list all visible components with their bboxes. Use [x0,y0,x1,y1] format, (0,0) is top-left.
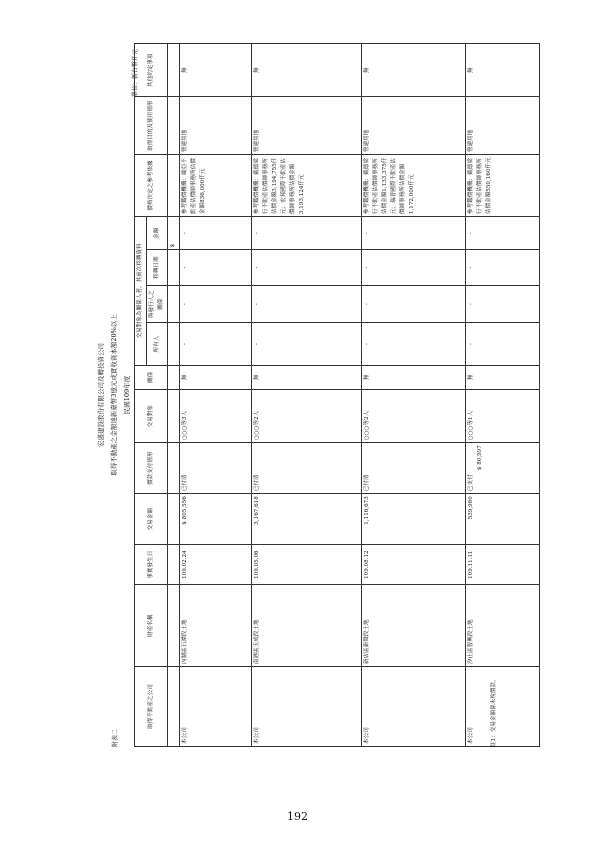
cell-payment [466,443,540,494]
property-table [134,43,540,747]
cell-pricing-basis: 參考鑑價機構：戴德梁行不動產估價師事務所估價金額550,160仟元 [466,154,540,216]
col-amount: 交易金額 [135,494,168,545]
col-owner-relation: 與發行人之關係 [147,285,168,323]
col-other: 其他約定事項 [135,44,168,97]
payment-amount-prefix: $ [477,466,483,471]
cell-owner: - [466,323,540,365]
payment-amount: 80,997 [477,445,483,465]
cell-prior-amount: - [466,217,540,250]
cell-date: 109.08.12 [362,545,466,585]
col-pricing-basis: 價格決定之參考依據 [135,154,168,216]
cell-property: 汐止區智興段土地 [466,585,540,667]
col-counterparty: 交易對象 [135,390,168,443]
col-date: 事實發生日 [135,545,168,585]
col-payment: 價款支付情形 [135,443,168,494]
unit-label: 單位：新台幣仟元 [132,49,139,98]
cell-date: 109.05.06 [252,545,362,585]
cell-transfer-date: - [180,250,252,285]
cell-pricing-basis: 參考鑑價機構：戴德梁行不動產估價師事務所估價金額1,133,375仟元；瑞普國際不動產估價師事務所估價金額1,172,000仟元 [362,154,466,216]
cell-date: 109.02.24 [180,545,252,585]
prefix-row [168,44,180,747]
cell-owner: - [252,323,362,365]
cell-prior-amount: - [180,217,252,250]
prior-amount-prefix: $ [168,217,180,250]
table-row [252,44,362,747]
cell-company: 本公司 [252,667,362,747]
cell-counterparty: ○○○等2人 [252,390,362,443]
cell-amount [180,494,252,545]
header-row [135,44,147,747]
cell-counterparty: ○○○等1人 [466,390,540,443]
cell-other: 無 [180,44,252,97]
cell-property: 南港區玉成段土地 [252,585,362,667]
cell-company: 本公司 [466,667,540,747]
cell-company: 本公司 [180,667,252,747]
report-year: 民國109年度 [123,375,131,415]
cell-purpose: 營建用地 [180,97,252,155]
cell-other: 無 [362,44,466,97]
table-row [362,44,466,747]
cell-amount: 3,167,618 [252,494,362,545]
amount-value: 805,556 [182,496,188,520]
cell-amount: 1,116,673 [362,494,466,545]
col-purpose: 取得目的及使用情形 [135,97,168,155]
cell-owner-relation: - [252,285,362,323]
cell-pricing-basis: 參考鑑價機構：戴德梁行不動產估價師事務所估價金額3,194,755仟元；宏邦國際不動產估價師事務所估價金額3,193,124仟元 [252,154,362,216]
cell-relation: 無 [252,365,362,389]
cell-transfer-date: - [252,250,362,285]
cell-prior-amount: - [252,217,362,250]
cell-payment: 已付清 [362,443,466,494]
cell-owner: - [180,323,252,365]
cell-payment: 已付清 [252,443,362,494]
footnote: 註1：交易金額係未稅價款。 [491,676,497,747]
cell-date: 109.11.11 [466,545,540,585]
cell-purpose: 營建用地 [466,97,540,155]
cell-transfer-date: - [362,250,466,285]
cell-owner-relation: - [362,285,466,323]
cell-amount: 539,980 [466,494,540,545]
cell-relation: 無 [362,365,466,389]
report-header [94,43,133,747]
cell-pricing-basis: 參考鑑價機構：歐亞不動產估價師事務所估價金額836,000仟元 [180,154,252,216]
rotated-report [94,43,502,747]
col-owner: 所有人 [147,323,168,365]
cell-owner: - [362,323,466,365]
cell-relation: 無 [180,365,252,389]
table-row [180,44,252,747]
col-property: 財產名稱 [135,585,168,667]
cell-counterparty: ○○○等3人 [180,390,252,443]
cell-purpose: 營建用地 [252,97,362,155]
page-number: 192 [287,810,308,823]
cell-prior-amount: - [362,217,466,250]
cell-property: 新店區新聲段土地 [362,585,466,667]
cell-other: 無 [252,44,362,97]
col-relation: 關係 [135,365,168,389]
col-transfer-date: 移轉日期 [147,250,168,285]
payment-status: 已支付 [468,474,474,492]
cell-property: 內湖區石潭段土地 [180,585,252,667]
col-company: 取得不動產之公司 [135,667,168,747]
col-prior-amount: 金額 [147,217,168,250]
cell-owner-relation: - [180,285,252,323]
cell-transfer-date: - [466,250,540,285]
cell-company: 本公司 [362,667,466,747]
amount-prefix: $ [182,521,188,525]
table-row [466,44,540,747]
company-title: 宏盛建設股份有限公司及轉投資公司 [97,343,105,447]
report-title: 取得不動產之金額達新臺幣3億元或實收資本額20%以上 [110,314,118,476]
cell-other: 無 [466,44,540,97]
cell-counterparty: ○○○等2人 [362,390,466,443]
col-prior-group: 交易對象為關係人者，其前次移轉資料 [135,217,147,366]
cell-payment: 已付清 [180,443,252,494]
cell-owner-relation: - [466,285,540,323]
cell-purpose: 營建用地 [362,97,466,155]
attachment-label: 附表二 [112,728,119,747]
cell-relation: 無 [466,365,540,389]
